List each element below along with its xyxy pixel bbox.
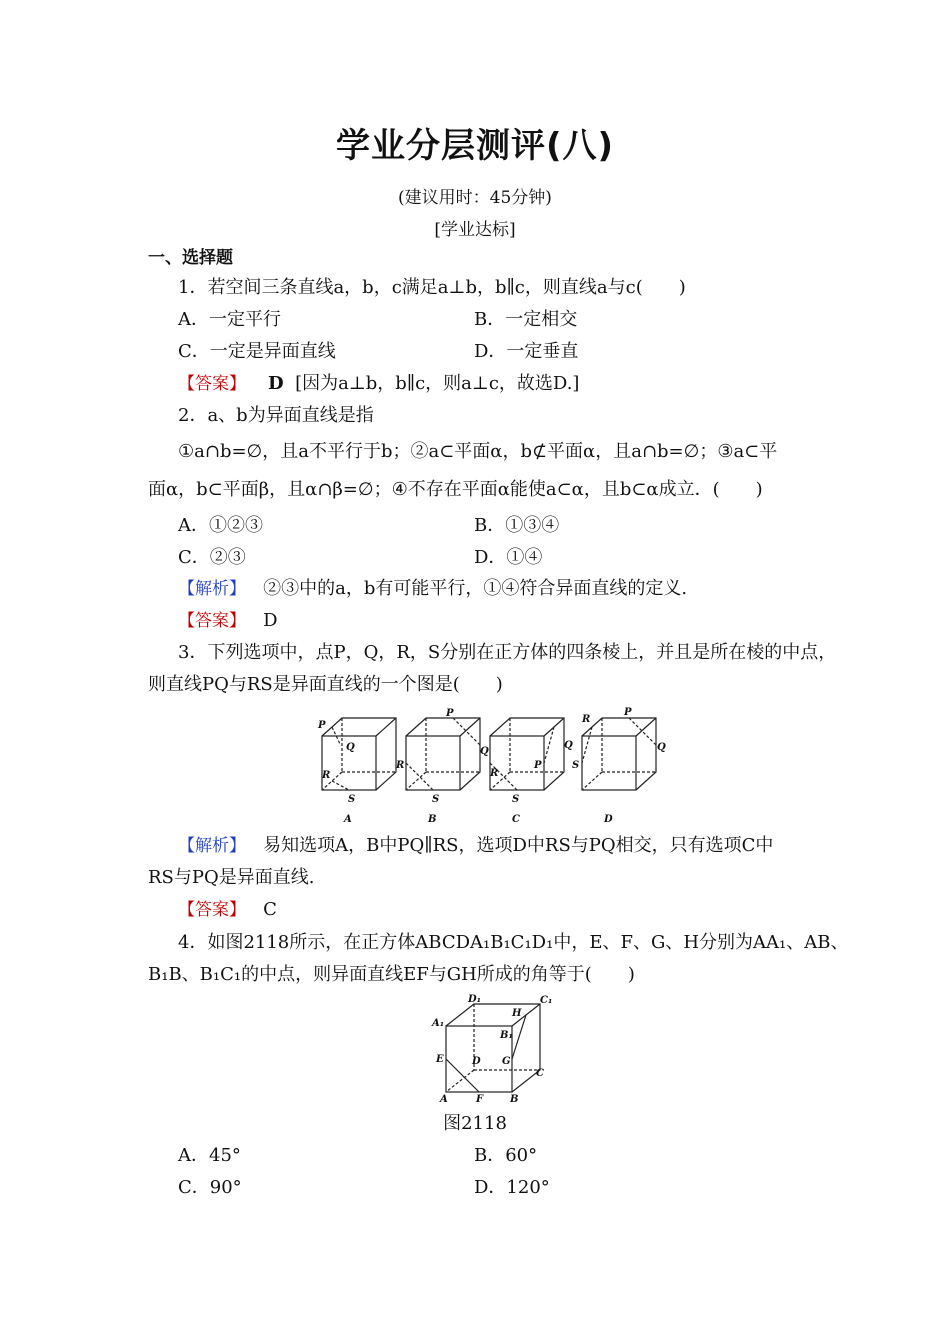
point-label: R — [322, 770, 331, 781]
point-label: S — [512, 794, 520, 805]
cube-figure-d — [582, 718, 656, 790]
q4-option-a: A．45° — [178, 1145, 241, 1166]
q2-statement-line2: 面α，b⊂平面β，且α∩β=∅；④不存在平面α能使a⊂α，且b⊂α成立．( ) — [148, 479, 763, 500]
analysis-tag: 【解析】 — [178, 579, 246, 599]
vertex-label: D₁ — [468, 994, 482, 1005]
figure-label-a: A — [344, 814, 352, 825]
q3-stem-line2: 则直线PQ与RS是异面直线的一个图是( ) — [148, 674, 503, 695]
vertex-label: F — [476, 1094, 484, 1104]
part-heading: 一、选择题 — [148, 248, 233, 268]
q1-answer-letter: D — [268, 373, 284, 394]
q2-stem: 2．a、b为异面直线是指 — [178, 405, 374, 426]
vertex-label: C — [536, 1068, 544, 1079]
point-label: Q — [480, 746, 489, 757]
point-label: R — [490, 768, 499, 779]
figure-label-b: B — [428, 814, 437, 825]
q2-statement-line1: ①a∩b=∅，且a不平行于b；②a⊂平面α，b⊄平面α，且a∩b=∅；③a⊂平 — [178, 441, 778, 462]
point-label: Q — [657, 742, 666, 753]
answer-tag: 【答案】 — [178, 374, 246, 394]
answer-tag: 【答案】 — [178, 900, 246, 920]
section-label: [学业达标] — [434, 220, 516, 240]
vertex-label: C₁ — [540, 995, 553, 1006]
vertex-label: B — [510, 1094, 519, 1104]
cube-figure-c — [490, 718, 564, 790]
point-label: P — [446, 708, 454, 719]
point-label: P — [318, 720, 326, 731]
q4-figure-caption: 图2118 — [443, 1113, 507, 1134]
q1-option-a: A．一定平行 — [178, 309, 281, 330]
q1-stem: 1．若空间三条直线a，b，c满足a⊥b，b∥c，则直线a与c( ) — [178, 277, 686, 298]
q2-option-a: A．①②③ — [178, 515, 263, 536]
vertex-label: B₁ — [500, 1030, 513, 1041]
analysis-tag: 【解析】 — [178, 836, 246, 856]
q2-option-d: D．①④ — [474, 547, 543, 568]
q3-analysis — [178, 834, 773, 858]
q3-analysis-line2: RS与PQ是异面直线. — [148, 867, 315, 888]
suggested-time: (建议用时：45分钟) — [398, 188, 552, 208]
point-label: Q — [564, 740, 573, 751]
vertex-label: A₁ — [432, 1018, 445, 1029]
q4-option-b: B．60° — [474, 1145, 538, 1166]
q2-option-b: B．①③④ — [474, 515, 560, 536]
answer-tag: 【答案】 — [178, 611, 246, 631]
point-label: Q — [346, 742, 355, 753]
vertex-label: E — [436, 1054, 444, 1065]
point-label: P — [624, 707, 632, 718]
q1-option-b: B．一定相交 — [474, 309, 578, 330]
q2-analysis — [178, 577, 687, 601]
figure-label-d: D — [604, 814, 613, 825]
q2-answer — [178, 609, 278, 633]
vertex-label: D — [472, 1056, 481, 1067]
q1-option-c: C．一定是异面直线 — [178, 341, 336, 362]
q4-stem-line2: B₁B、B₁C₁的中点，则异面直线EF与GH所成的角等于( ) — [148, 964, 635, 985]
point-label: P — [534, 760, 542, 771]
q1-answer — [178, 372, 579, 396]
q3-answer — [178, 898, 277, 922]
vertex-label: G — [502, 1056, 511, 1067]
cube-figure-b — [406, 718, 480, 790]
q4-option-d: D．120° — [474, 1177, 550, 1198]
q4-cube-figure — [428, 994, 558, 1104]
cube-figure-a — [322, 718, 396, 790]
point-label: S — [348, 794, 356, 805]
q3-answer-letter: C — [263, 899, 277, 920]
point-label: S — [432, 794, 440, 805]
point-label: R — [582, 714, 591, 725]
page-title: 学业分层测评(八) — [335, 126, 615, 166]
q2-answer-letter: D — [263, 610, 278, 631]
q4-option-c: C．90° — [178, 1177, 242, 1198]
q4-stem-line1: 4．如图2118所示，在正方体ABCDA₁B₁C₁D₁中，E、F、G、H分别为AA₁、AB、 — [178, 932, 849, 953]
q3-cube-figures — [310, 702, 690, 826]
q3-stem-line1: 3．下列选项中，点P，Q，R，S分别在正方体的四条棱上，并且是所在棱的中点， — [178, 642, 837, 663]
q1-answer-text: [因为a⊥b，b∥c，则a⊥c，故选D.] — [295, 373, 580, 394]
q1-option-d: D．一定垂直 — [474, 341, 579, 362]
point-label: S — [572, 760, 580, 771]
figure-label-c: C — [512, 814, 520, 825]
vertex-label: A — [440, 1094, 448, 1104]
q2-option-c: C．②③ — [178, 547, 246, 568]
vertex-label: H — [512, 1008, 522, 1019]
q2-analysis-text: ②③中的a，b有可能平行，①④符合异面直线的定义. — [263, 578, 688, 599]
q3-analysis-text: 易知选项A，B中PQ∥RS，选项D中RS与PQ相交，只有选项C中 — [263, 835, 774, 856]
point-label: R — [396, 760, 405, 771]
